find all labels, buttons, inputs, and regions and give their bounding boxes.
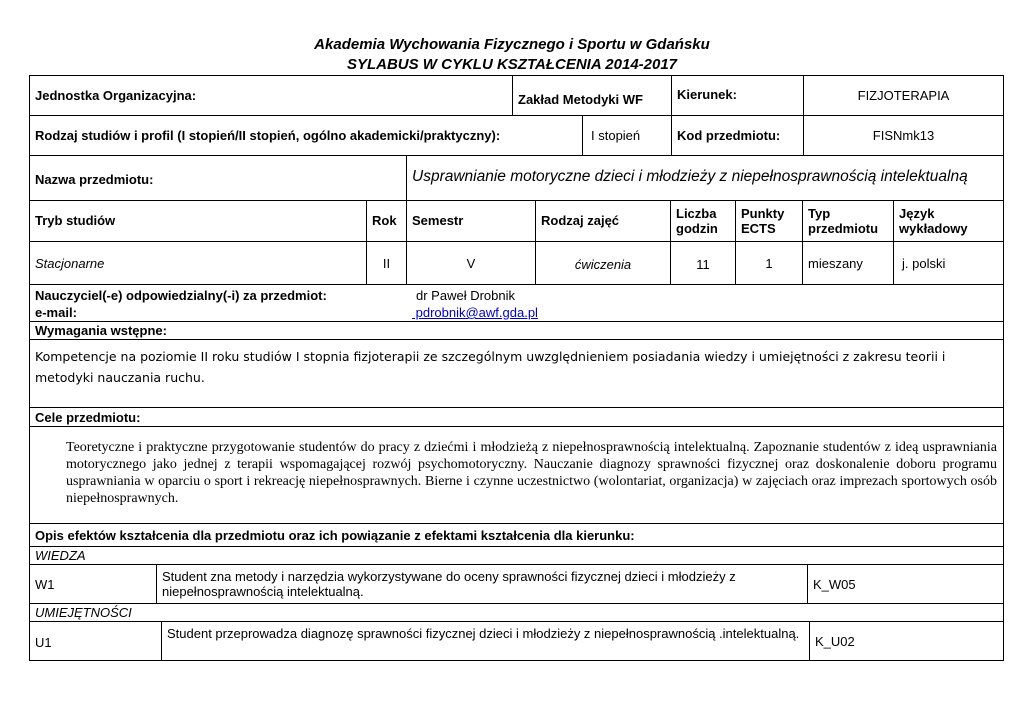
studies-value: I stopień xyxy=(582,115,672,156)
hours-value: 11 xyxy=(670,241,736,285)
goals-text: Teoretyczne i praktyczne przygotowanie studentów do pracy z dziećmi i młodzieżą z niepełnosprawnością intelektualną. Zapoznanie studentów z ideą usprawniania motorycznego jako jednej z terapii wspomagającej rozwój psychomotoryczny. Nauczanie diagnozy sprawności fizycznej oraz doskonalenie doboru programu usprawniania w oparciu o sport i rekreację niepełnosprawnych. Bierne i czynne uczestnictwo (wolontariat, organizacja) w zajęciach oraz imprezach sportowych osób niepełnosprawnych. xyxy=(29,426,1004,524)
teacher-name: dr Paweł Drobnik xyxy=(416,288,515,303)
mode-value: Stacjonarne xyxy=(29,241,367,285)
u1-text: Student przeprowadza diagnozę sprawności fizycznej dzieci i młodzieży z niepełnosprawnością .intelektualną. xyxy=(161,621,810,661)
year-value: II xyxy=(366,241,407,285)
code-value: FISNmk13 xyxy=(803,115,1004,156)
field-value: FIZJOTERAPIA xyxy=(803,75,1004,116)
ects-value: 1 xyxy=(735,241,803,285)
subject-value: Usprawnianie motoryczne dzieci i młodzieży z niepełnosprawnością intelektualną xyxy=(406,155,1004,201)
outcomes-label: Opis efektów kształcenia dla przedmiotu oraz ich powiązanie z efektami kształcenia dla kierunku: xyxy=(29,523,1004,547)
teacher-row xyxy=(29,284,1004,322)
skills-section-label: UMIEJĘTNOŚCI xyxy=(29,603,1004,622)
year-header: Rok xyxy=(366,200,407,242)
syllabus-title: SYLABUS W CYKLU KSZTAŁCENIA 2014-2017 xyxy=(346,56,678,73)
field-label: Kierunek: xyxy=(671,75,804,116)
requirements-text: Kompetencje na poziomie II roku studiów I stopnia fizjoterapii ze szczególnym uwzględnieniem posiadania wiedzy i umiejętności z zakresu teorii i metodyki nauczania ruchu. xyxy=(29,339,1004,408)
org-value: Zakład Metodyki WF xyxy=(512,75,672,116)
w1-code: W1 xyxy=(29,564,157,604)
u1-ref: K_U02 xyxy=(809,621,1004,661)
teacher-label: Nauczyciel(-e) odpowiedzialny(-i) za przedmiot: xyxy=(35,288,327,303)
org-label: Jednostka Organizacyjna: xyxy=(29,75,513,116)
w1-text: Student zna metody i narzędzia wykorzystywane do oceny sprawności fizycznej dzieci i młodzieży z niepełnosprawnością intelektualną. xyxy=(156,564,808,604)
institution-title: Akademia Wychowania Fizycznego i Sportu w Gdańsku xyxy=(314,36,710,53)
goals-label: Cele przedmiotu: xyxy=(29,407,1004,427)
semester-header: Semestr xyxy=(406,200,536,242)
type-header: Typ przedmiotu xyxy=(802,200,894,242)
studies-label: Rodzaj studiów i profil (I stopień/II stopień, ogólno akademicki/praktyczny): xyxy=(29,115,583,156)
code-label: Kod przedmiotu: xyxy=(671,115,804,156)
email-label: e-mail: xyxy=(35,305,77,320)
semester-value: V xyxy=(406,241,536,285)
u1-code: U1 xyxy=(29,621,162,661)
subject-label: Nazwa przedmiotu: xyxy=(29,155,407,201)
language-value: j. polski xyxy=(893,241,1004,285)
ects-header: Punkty ECTS xyxy=(735,200,803,242)
teacher-email-link[interactable]: pdrobnik@awf.gda.pl xyxy=(412,305,538,320)
class-type-header: Rodzaj zajęć xyxy=(535,200,671,242)
requirements-label: Wymagania wstępne: xyxy=(29,321,1004,340)
mode-header: Tryb studiów xyxy=(29,200,367,242)
class-type-value: ćwiczenia xyxy=(535,241,671,285)
knowledge-section-label: WIEDZA xyxy=(29,546,1004,565)
hours-header: Liczba godzin xyxy=(670,200,736,242)
w1-ref: K_W05 xyxy=(807,564,1004,604)
language-header: Język wykładowy xyxy=(893,200,1004,242)
type-value: mieszany xyxy=(802,241,894,285)
